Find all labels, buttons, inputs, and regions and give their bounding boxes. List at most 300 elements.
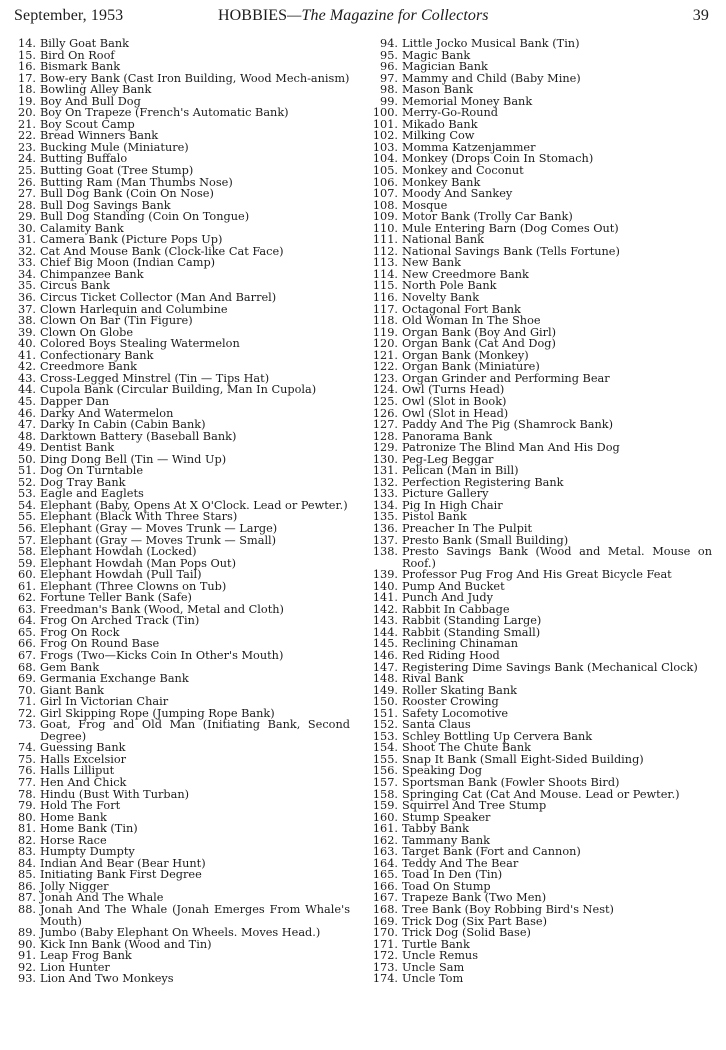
entry-number: 158. (372, 787, 398, 801)
right-column (368, 38, 712, 985)
entry-name: Confectionary Bank (40, 348, 154, 362)
entry-number: 25. (18, 164, 36, 178)
entry-number: 159. (372, 799, 398, 813)
entry-number: 141. (372, 591, 398, 605)
entry-number: 151. (372, 706, 398, 720)
list-item (368, 696, 712, 708)
entry-name: Boy And Bull Dog (40, 94, 141, 108)
list-item (14, 396, 350, 408)
entry-name: Horse Race (40, 833, 107, 847)
entry-number: 47. (18, 418, 36, 432)
magazine-subtitle: —The Magazine for Collectors (287, 7, 489, 24)
entry-name: Darky And Watermelon (40, 406, 174, 420)
entry-number: 115. (372, 279, 398, 293)
entry-number: 42. (18, 360, 36, 374)
entry-name: Lion And Two Monkeys (40, 972, 174, 986)
entry-number: 110. (372, 221, 398, 235)
entry-number: 28. (18, 198, 36, 212)
entry-number: 21. (18, 117, 36, 131)
entry-name: Bird On Roof (40, 48, 115, 62)
entry-name: Jonah And The Whale (Jonah Emerges From Whale's Mouth) (40, 903, 350, 928)
entry-name: Organ Bank (Cat And Dog) (402, 337, 556, 351)
entry-number: 91. (18, 949, 36, 963)
entry-name: Elephant (Three Clowns on Tub) (40, 579, 227, 593)
list-item (14, 188, 350, 200)
entry-name: Stump Speaker (402, 810, 491, 824)
entry-number: 34. (18, 267, 36, 281)
list-item (368, 396, 712, 408)
list-item (14, 777, 350, 789)
entry-number: 87. (18, 891, 36, 905)
entry-name: Humpty Dumpty (40, 845, 135, 859)
entry-name: Dog Tray Bank (40, 475, 126, 489)
entry-number: 122. (372, 360, 398, 374)
entry-name: Jumbo (Baby Elephant On Wheels. Moves Head.) (40, 926, 321, 940)
entry-number: 29. (18, 210, 36, 224)
entry-number: 149. (372, 683, 398, 697)
entry-name: Hold The Fort (40, 799, 121, 813)
list-item (368, 61, 712, 73)
entry-name: Moody And Sankey (402, 187, 513, 201)
entry-name: Sportsman Bank (Fowler Shoots Bird) (402, 776, 620, 789)
entry-name: Owl (Turns Head) (402, 383, 505, 397)
entry-name: Freedman's Bank (Wood, Metal and Cloth) (40, 602, 284, 616)
entry-number: 145. (372, 637, 398, 651)
entry-name: Roller Skating Bank (402, 683, 517, 697)
entry-name: Boy Scout Camp (40, 117, 135, 131)
entry-number: 48. (18, 429, 36, 443)
entry-name: Mule Entering Barn (Dog Comes Out) (402, 221, 619, 235)
entry-number: 106. (372, 175, 398, 189)
entry-name: Reclining Chinaman (402, 637, 518, 651)
list-item (14, 719, 350, 742)
entry-number: 132. (372, 475, 398, 489)
entry-name: Punch And Judy (402, 591, 494, 605)
entry-name: Rooster Crowing (402, 695, 499, 709)
entry-name: Elephant Howdah (Man Pops Out) (40, 556, 236, 570)
entry-number: 118. (372, 314, 398, 328)
entry-number: 55. (18, 510, 36, 524)
entry-number: 72. (18, 706, 36, 720)
entry-name: Milking Cow (402, 129, 475, 143)
entry-name: Perfection Registering Bank (402, 475, 564, 489)
entry-name: Jonah And The Whale (40, 891, 164, 905)
entry-number: 156. (372, 764, 398, 778)
entry-name: Chimpanzee Bank (40, 267, 144, 281)
entry-number: 130. (372, 452, 398, 466)
entry-name: Pelican (Man in Bill) (402, 464, 519, 478)
entry-name: Colored Boys Stealing Watermelon (40, 337, 240, 351)
entry-number: 90. (18, 937, 36, 951)
entry-name: Clown Harlequin and Columbine (40, 302, 228, 316)
entry-number: 112. (372, 244, 398, 258)
entry-number: 37. (18, 302, 36, 316)
entry-name: Peg-Leg Beggar (402, 452, 494, 466)
entry-number: 128. (372, 429, 398, 443)
entry-name: Elephant Howdah (Locked) (40, 545, 197, 559)
entry-name: Paddy And The Pig (Shamrock Bank) (402, 418, 614, 432)
entry-name: Goat, Frog and Old Man (Initiating Bank, Second Degree) (40, 718, 350, 743)
entry-name: Indian And Bear (Bear Hunt) (40, 856, 206, 870)
entry-number: 154. (372, 741, 398, 755)
entry-name: Speaking Dog (402, 764, 483, 778)
entry-name: Rival Bank (402, 672, 464, 686)
entry-name: Novelty Bank (402, 291, 480, 305)
entry-number: 103. (372, 140, 398, 154)
entry-number: 123. (372, 371, 398, 385)
entry-name: Frog On Rock (40, 625, 120, 639)
entry-name: Owl (Slot in Book) (402, 394, 507, 408)
entry-name: Red Riding Hood (402, 648, 500, 662)
entry-number: 89. (18, 926, 36, 940)
entry-number: 99. (380, 94, 398, 108)
entry-number: 52. (18, 475, 36, 489)
entry-number: 168. (372, 903, 398, 917)
entry-name: Billy Goat Bank (40, 37, 129, 50)
list-item (14, 546, 350, 558)
entry-number: 152. (372, 718, 398, 732)
list-item (14, 673, 350, 685)
entry-number: 86. (18, 879, 36, 893)
entry-number: 43. (18, 371, 36, 385)
entry-name: Mosque (402, 198, 448, 212)
list-item (368, 84, 712, 96)
entry-number: 111. (372, 233, 398, 247)
entry-name: Cross-Legged Minstrel (Tin — Tips Hat) (40, 371, 270, 385)
entry-number: 50. (18, 452, 36, 466)
entry-number: 60. (18, 568, 36, 582)
entry-name: Bowling Alley Bank (40, 83, 152, 97)
entry-name: Elephant Howdah (Pull Tail) (40, 568, 202, 582)
entry-number: 114. (372, 267, 398, 281)
entry-number: 120. (372, 337, 398, 351)
page-number: 39 (692, 7, 709, 24)
entry-name: Shoot The Chute Bank (402, 741, 532, 755)
entry-name: Frog On Arched Track (Tin) (40, 614, 200, 628)
entry-name: Halls Excelsior (40, 752, 127, 766)
entry-number: 39. (18, 325, 36, 339)
entry-name: Bull Dog Savings Bank (40, 198, 171, 212)
entry-name: Bread Winners Bank (40, 129, 159, 143)
entry-name: Presto Bank (Small Building) (402, 533, 569, 547)
entry-number: 170. (372, 926, 398, 940)
entry-number: 147. (372, 660, 398, 674)
entry-name: Frog On Round Base (40, 637, 160, 651)
entry-number: 80. (18, 810, 36, 824)
list-item (368, 315, 712, 327)
entry-number: 63. (18, 602, 36, 616)
entry-number: 164. (372, 856, 398, 870)
entry-name: Magic Bank (402, 48, 471, 62)
running-title (218, 7, 489, 25)
entry-number: 138. (372, 545, 398, 559)
entry-name: Squirrel And Tree Stump (402, 799, 547, 813)
entry-name: Pig In High Chair (402, 498, 503, 512)
entry-name: Preacher In The Pulpit (402, 521, 532, 535)
list-item (368, 442, 712, 454)
entry-number: 18. (18, 83, 36, 97)
entry-name: National Bank (402, 233, 484, 247)
entry-name: Hindu (Bust With Turban) (40, 787, 190, 801)
list-item (368, 292, 712, 304)
list-item (368, 569, 712, 581)
entry-name: Monkey and Coconut (402, 164, 524, 178)
entry-name: Home Bank (40, 810, 107, 824)
entry-number: 16. (18, 60, 36, 74)
list-item (368, 419, 712, 431)
list-item (14, 61, 350, 73)
entry-name: Monkey (Drops Coin In Stomach) (402, 152, 594, 166)
entry-number: 140. (372, 579, 398, 593)
entry-name: Old Woman In The Shoe (402, 314, 541, 328)
entry-number: 97. (380, 71, 398, 85)
list-item (368, 823, 712, 835)
entry-name: Butting Buffalo (40, 152, 128, 166)
list-item (368, 800, 712, 812)
entry-number: 134. (372, 498, 398, 512)
entry-name: Bull Dog Standing (Coin On Tongue) (40, 210, 250, 224)
entry-number: 173. (372, 960, 398, 974)
entry-name: Mason Bank (402, 83, 473, 97)
entry-number: 98. (380, 83, 398, 97)
entry-number: 94. (380, 37, 398, 50)
entry-number: 139. (372, 568, 398, 582)
list-item (14, 523, 350, 535)
entry-name: Hen And Chick (40, 776, 127, 789)
entry-number: 88. (18, 903, 36, 917)
entry-number: 73. (18, 718, 36, 732)
entry-name: Motor Bank (Trolly Car Bank) (402, 210, 573, 224)
entry-name: Trick Dog (Six Part Base) (402, 914, 548, 928)
entry-number: 76. (18, 764, 36, 778)
list-item (14, 442, 350, 454)
entry-number: 70. (18, 683, 36, 697)
entry-number: 81. (18, 822, 36, 836)
entry-number: 64. (18, 614, 36, 628)
entry-name: Octagonal Fort Bank (402, 302, 521, 316)
entry-name: Patronize The Blind Man And His Dog (402, 441, 620, 455)
entry-name: Pistol Bank (402, 510, 467, 524)
entry-number: 20. (18, 106, 36, 120)
list-item (14, 315, 350, 327)
entry-name: Owl (Slot in Head) (402, 406, 509, 420)
entry-number: 93. (18, 972, 36, 986)
entry-number: 160. (372, 810, 398, 824)
entry-name: Turtle Bank (402, 937, 470, 951)
entry-name: Santa Claus (402, 718, 471, 732)
entry-number: 162. (372, 833, 398, 847)
entry-number: 113. (372, 256, 398, 270)
entry-number: 116. (372, 291, 398, 305)
entry-number: 142. (372, 602, 398, 616)
entry-name: Organ Bank (Boy And Girl) (402, 325, 557, 339)
entry-name: Butting Goat (Tree Stump) (40, 164, 194, 178)
entry-number: 129. (372, 441, 398, 455)
entry-number: 84. (18, 856, 36, 870)
entry-number: 124. (372, 383, 398, 397)
entry-name: Fortune Teller Bank (Safe) (40, 591, 192, 605)
entry-number: 144. (372, 625, 398, 639)
left-entry-list (14, 38, 350, 985)
entry-number: 82. (18, 833, 36, 847)
entry-number: 57. (18, 533, 36, 547)
list-item (14, 165, 350, 177)
entry-name: Bow-ery Bank (Cast Iron Building, Wood Mech-anism) (40, 71, 350, 85)
entry-number: 121. (372, 348, 398, 362)
entry-number: 41. (18, 348, 36, 362)
entry-name: Pump And Bucket (402, 579, 505, 593)
entry-number: 59. (18, 556, 36, 570)
entry-name: Girl Skipping Rope (Jumping Rope Bank) (40, 706, 275, 720)
left-column (14, 38, 350, 985)
entry-number: 74. (18, 741, 36, 755)
entry-number: 83. (18, 845, 36, 859)
right-entry-list (368, 38, 712, 985)
entry-number: 27. (18, 187, 36, 201)
entry-name: Cat And Mouse Bank (Clock-like Cat Face) (40, 244, 284, 258)
entry-number: 44. (18, 383, 36, 397)
entry-number: 126. (372, 406, 398, 420)
entry-number: 135. (372, 510, 398, 524)
entry-number: 40. (18, 337, 36, 351)
entry-name: Mammy and Child (Baby Mine) (402, 71, 581, 85)
entry-number: 143. (372, 614, 398, 628)
entry-name: Darktown Battery (Baseball Bank) (40, 429, 237, 443)
magazine-name: HOBBIES (218, 7, 288, 24)
entry-name: Camera Bank (Picture Pops Up) (40, 233, 223, 247)
entry-name: Tree Bank (Boy Robbing Bird's Nest) (402, 903, 614, 917)
entry-number: 109. (372, 210, 398, 224)
entry-number: 71. (18, 695, 36, 709)
entry-number: 119. (372, 325, 398, 339)
list-item (368, 927, 712, 939)
entry-number: 96. (380, 60, 398, 74)
entry-number: 77. (18, 776, 36, 789)
entry-name: Clown On Bar (Tin Figure) (40, 314, 193, 328)
entry-number: 62. (18, 591, 36, 605)
entry-number: 163. (372, 845, 398, 859)
list-item (14, 84, 350, 96)
entry-number: 150. (372, 695, 398, 709)
entry-name: Uncle Remus (402, 949, 478, 963)
entry-number: 161. (372, 822, 398, 836)
entry-name: Rabbit (Standing Small) (402, 625, 541, 639)
entry-name: Uncle Sam (402, 960, 465, 974)
entry-number: 117. (372, 302, 398, 316)
entry-number: 100. (372, 106, 398, 120)
list-item (14, 823, 350, 835)
entry-name: Rabbit In Cabbage (402, 602, 510, 616)
entry-name: Ding Dong Bell (Tin — Wind Up) (40, 452, 227, 466)
entry-number: 30. (18, 221, 36, 235)
entry-number: 102. (372, 129, 398, 143)
entry-number: 15. (18, 48, 36, 62)
entry-number: 127. (372, 418, 398, 432)
entry-name: Giant Bank (40, 683, 104, 697)
entry-name: Organ Bank (Monkey) (402, 348, 529, 362)
entry-number: 33. (18, 256, 36, 270)
entry-name: Snap It Bank (Small Eight-Sided Building) (402, 752, 644, 766)
entry-name: Cupola Bank (Circular Building, Man In Cupola) (40, 383, 317, 397)
entry-name: Bismark Bank (40, 60, 121, 74)
entry-number: 49. (18, 441, 36, 455)
entry-number: 165. (372, 868, 398, 882)
entry-name: Registering Dime Savings Bank (Mechanical Clock) (402, 660, 698, 674)
entry-number: 125. (372, 394, 398, 408)
entry-number: 146. (372, 648, 398, 662)
entry-name: Trapeze Bank (Two Men) (402, 891, 547, 905)
page-header (14, 6, 712, 28)
entry-name: Chief Big Moon (Indian Camp) (40, 256, 216, 270)
entry-name: Creedmore Bank (40, 360, 137, 374)
entry-number: 54. (18, 498, 36, 512)
entry-name: Gem Bank (40, 660, 100, 674)
entry-name: Home Bank (Tin) (40, 822, 138, 836)
list-item (14, 292, 350, 304)
entry-number: 174. (372, 972, 398, 986)
entry-name: Circus Bank (40, 279, 110, 293)
entry-number: 26. (18, 175, 36, 189)
entry-number: 95. (380, 48, 398, 62)
entry-name: Elephant (Baby, Opens At X O'Clock. Lead or Pewter.) (40, 498, 348, 512)
entry-number: 92. (18, 960, 36, 974)
entry-name: Butting Ram (Man Thumbs Nose) (40, 175, 233, 189)
entry-name: Bull Dog Bank (Coin On Nose) (40, 187, 214, 201)
entry-name: Girl In Victorian Chair (40, 695, 169, 709)
entry-name: Presto Savings Bank (Wood and Metal. Mouse on Roof.) (402, 545, 712, 570)
entry-number: 17. (18, 71, 36, 85)
entry-number: 101. (372, 117, 398, 131)
list-item (14, 419, 350, 431)
list-item (368, 777, 712, 789)
entry-name: North Pole Bank (402, 279, 497, 293)
entry-name: Rabbit (Standing Large) (402, 614, 542, 628)
entry-name: Lion Hunter (40, 960, 110, 974)
list-item (14, 800, 350, 812)
entry-number: 78. (18, 787, 36, 801)
entry-name: Little Jocko Musical Bank (Tin) (402, 37, 580, 50)
list-item (14, 650, 350, 662)
entry-name: Target Bank (Fort and Cannon) (402, 845, 581, 859)
entry-number: 133. (372, 487, 398, 501)
entry-number: 51. (18, 464, 36, 478)
entry-name: Memorial Money Bank (402, 94, 533, 108)
list-item (14, 569, 350, 581)
entry-name: Initiating Bank First Degree (40, 868, 202, 882)
entry-name: Guessing Bank (40, 741, 126, 755)
list-item (14, 973, 350, 985)
entry-name: New Bank (402, 256, 461, 270)
entry-name: Elephant (Gray — Moves Trunk — Large) (40, 521, 278, 535)
entry-name: Picture Gallery (402, 487, 489, 501)
entry-number: 19. (18, 94, 36, 108)
entry-name: Organ Bank (Miniature) (402, 360, 540, 374)
entry-name: Leap Frog Bank (40, 949, 132, 963)
issue-date: September, 1953 (14, 7, 124, 24)
entry-name: Merry-Go-Round (402, 106, 498, 120)
entry-name: Halls Lilliput (40, 764, 115, 778)
entry-name: Bucking Mule (Miniature) (40, 140, 189, 154)
entry-name: Mikado Bank (402, 117, 478, 131)
entry-number: 79. (18, 799, 36, 813)
entry-number: 172. (372, 949, 398, 963)
entry-name: Jolly Nigger (40, 879, 109, 893)
entry-number: 31. (18, 233, 36, 247)
entry-name: Dentist Bank (40, 441, 115, 455)
entry-name: Darky In Cabin (Cabin Bank) (40, 418, 206, 432)
entry-number: 67. (18, 648, 36, 662)
entry-number: 45. (18, 394, 36, 408)
